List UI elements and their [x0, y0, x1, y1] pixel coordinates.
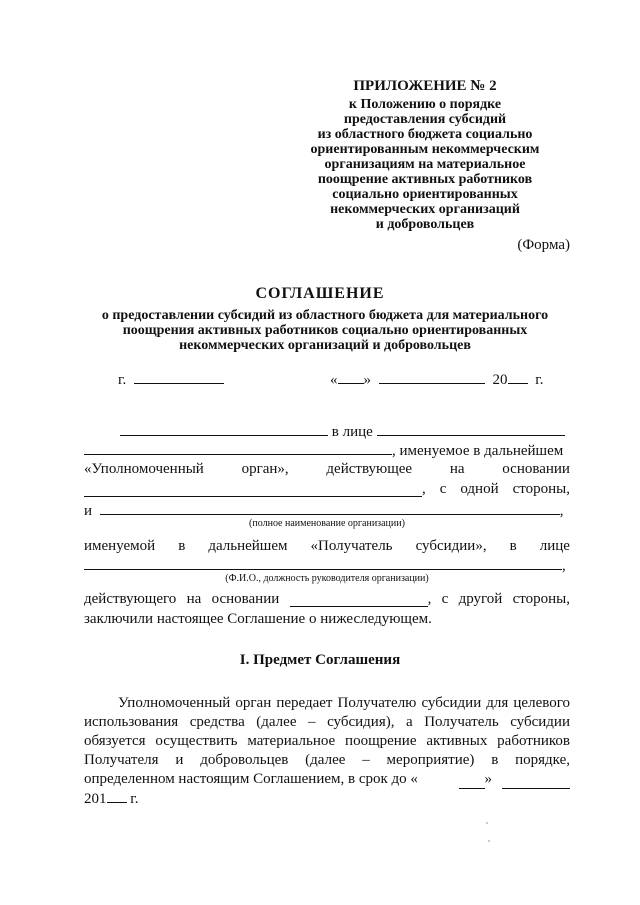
scan-speck: [486, 822, 488, 824]
year-prefix: 20: [492, 372, 508, 388]
authority-word: на: [449, 461, 465, 477]
recipient-word: дальнейшем: [208, 538, 288, 554]
paragraph-line: Получателя и добровольцев (далее – мероприятие) в порядке,: [84, 752, 570, 768]
recipient-basis-group: [290, 591, 432, 607]
scan-speck: [488, 840, 490, 842]
month-field[interactable]: [379, 370, 485, 384]
appendix-line: из областного бюджета социально: [317, 127, 533, 142]
authority-row: [84, 461, 570, 477]
recipient-row: [84, 538, 570, 554]
concluded-line: заключили настоящее Соглашение о нижеследующем.: [84, 611, 432, 627]
recipient-head-field[interactable]: [84, 556, 562, 570]
appendix-line: поощрение активных работников: [317, 172, 533, 187]
one-side-comma: ,: [422, 481, 426, 497]
other-side-comma: ,: [427, 591, 432, 607]
appendix-line: к Положению о порядке: [348, 97, 502, 112]
deadline-text: определенном настоящим Соглашением, в срок до «: [84, 771, 418, 787]
acting-row: [84, 591, 570, 607]
head-row: [84, 556, 566, 574]
city-field[interactable]: [134, 370, 224, 384]
authority-name-field[interactable]: [120, 422, 328, 436]
section-title: I. Предмет Соглашения: [239, 652, 401, 668]
appendix-line: социально ориентированных: [332, 187, 518, 202]
recipient-basis-field[interactable]: [290, 593, 428, 607]
year-suffix: г.: [535, 372, 544, 388]
and-label: и: [84, 503, 93, 519]
document-subtitle: [80, 308, 570, 353]
appendix-line: и добровольцев: [375, 217, 475, 232]
appendix-reference: [300, 97, 550, 232]
recipient-org-field[interactable]: [100, 501, 560, 515]
appendix-line: предоставления субсидий: [343, 112, 507, 127]
recipient-word: лице: [539, 538, 570, 554]
in-person-label: в лице: [331, 424, 373, 440]
appendix-line: ориентированным некоммерческим: [310, 142, 540, 157]
deadline-month-field[interactable]: [502, 775, 570, 789]
subtitle-line: о предоставлении субсидий из областного бюджета для материального: [101, 308, 549, 323]
authority-name-row: [120, 422, 565, 440]
deadline-day-field[interactable]: [459, 775, 485, 789]
deadline-year-line: [84, 789, 570, 808]
authority-representative-field[interactable]: [377, 422, 565, 436]
date-row: [330, 370, 543, 388]
quote-open: «: [330, 372, 338, 388]
one-side-word: с: [439, 481, 447, 497]
other-side-word: стороны,: [512, 591, 570, 607]
appendix-title: ПРИЛОЖЕНИЕ № 2: [353, 78, 497, 94]
subtitle-line: поощрения активных работников социально ориентированных: [122, 323, 528, 338]
comma: ,: [562, 558, 566, 574]
subtitle-line: некоммерческих организаций и добровольцев: [179, 338, 471, 353]
acting-word: действующего: [84, 591, 177, 607]
recipient-word: именуемой: [84, 538, 156, 554]
appendix-line: некоммерческих организаций: [330, 202, 520, 217]
recipient-word: «Получатель: [310, 538, 393, 554]
recipient-word: в: [509, 538, 517, 554]
deadline-line: [84, 770, 570, 789]
acting-word: на: [186, 591, 202, 607]
other-side-word: с: [441, 591, 449, 607]
deadline-quote-close: »: [484, 771, 492, 787]
paragraph-line: обязуется осуществить материальное поощрение активных работников: [84, 733, 570, 749]
section-paragraph: [84, 694, 570, 808]
document-title: СОГЛАШЕНИЕ: [255, 285, 385, 302]
deadline-year-field[interactable]: [107, 789, 127, 803]
authority-basis-group: [84, 481, 426, 497]
recipient-word: в: [178, 538, 186, 554]
other-side-word: другой: [458, 591, 503, 607]
paragraph-line: использования средства (далее – субсидия), а Получатель субсидии: [84, 714, 570, 730]
authority-word: действующее: [326, 461, 413, 477]
authority-word: основании: [502, 461, 570, 477]
day-field[interactable]: [338, 370, 364, 384]
one-side-row: [84, 481, 570, 497]
one-side-word: стороны,: [512, 481, 570, 497]
named-hereafter-label: , именуемое в дальнейшем: [392, 443, 564, 459]
appendix-line: организациям на материальное: [324, 157, 526, 172]
deadline-fields: [459, 770, 571, 789]
authority-word: орган»,: [241, 461, 289, 477]
org-caption: (полное наименование организации): [249, 518, 405, 529]
city-row: [118, 370, 224, 388]
quote-close: »: [363, 372, 371, 388]
deadline-year-prefix: 201: [84, 791, 107, 807]
deadline-year-suffix: г.: [130, 791, 139, 807]
one-side-word: одной: [460, 481, 499, 497]
head-caption: (Ф.И.О., должность руководителя организации): [225, 573, 429, 584]
named-row: [84, 441, 563, 459]
acting-word: основании: [211, 591, 280, 607]
city-prefix: г.: [118, 372, 127, 388]
authority-basis-field[interactable]: [84, 483, 422, 497]
representative-continued-field[interactable]: [84, 441, 392, 455]
recipient-word: субсидии»,: [415, 538, 487, 554]
paragraph-line: Уполномоченный орган передает Получателю субсидии для целевого: [118, 695, 570, 711]
comma: ,: [559, 503, 564, 519]
recipient-name-row: [84, 501, 564, 519]
form-note: (Форма): [517, 237, 570, 253]
authority-word: «Уполномоченный: [84, 461, 204, 477]
year-field[interactable]: [508, 370, 528, 384]
